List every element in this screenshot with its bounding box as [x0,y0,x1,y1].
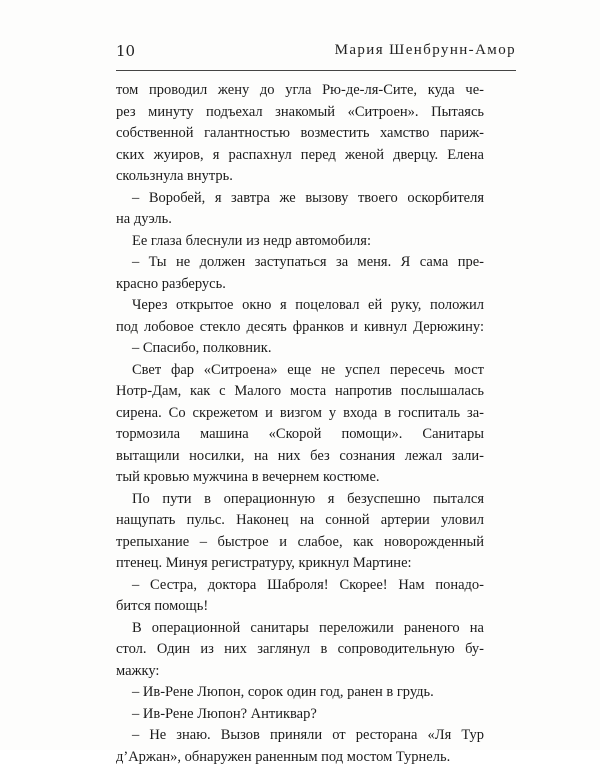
running-head-author: Мария Шенбрунн-Амор [335,42,516,59]
text-line: стол. Один из них заглянул в сопроводительную бу- [116,639,484,661]
text-line: – Спасибо, полковник. [116,338,484,360]
text-line: Нотр-Дам, как с Малого моста напротив послышалась [116,381,484,403]
text-line: В операционной санитары переложили раненого на [116,618,484,640]
text-line: – Ив-Рене Люпон? Антиквар? [116,704,484,726]
text-line: тый кровью мужчина в вечернем костюме. [116,467,484,489]
text-line: сирена. Со скрежетом и визгом у входа в госпиталь за- [116,403,484,425]
text-line: Свет фар «Ситроена» еще не успел пересечь мост [116,360,484,382]
text-line: ских жуиров, я распахнул перед женой дверцу. Елена [116,145,484,167]
text-line: собственной галантностью возместить хамство париж- [116,123,484,145]
text-line: под лобовое стекло десять франков и кивнул Дерюжину: [116,317,484,339]
text-line: мажку: [116,661,484,683]
text-line: – Ты не должен заступаться за меня. Я сама пре- [116,252,484,274]
text-line: – Воробей, я завтра же вызову твоего оскорбителя [116,188,484,210]
page-header [116,40,516,71]
text-line: скользнула внутрь. [116,166,484,188]
body-text [116,80,484,768]
text-line: тормозила машина «Скорой помощи». Санитары [116,424,484,446]
text-line: красно разберусь. [116,274,484,296]
page-number: 10 [116,42,135,60]
text-line: трепыхание – быстрое и слабое, как новорожденный [116,532,484,554]
text-line: – Не знаю. Вызов приняли от ресторана «Ля Тур [116,725,484,747]
text-line: Ее глаза блеснули из недр автомобиля: [116,231,484,253]
text-line: нащупать пульс. Наконец на сонной артерии уловил [116,510,484,532]
text-line: – Сестра, доктора Шаброля! Скорее! Нам понадо- [116,575,484,597]
text-line: Через открытое окно я поцеловал ей руку, положил [116,295,484,317]
text-line: д’Аржан», обнаружен раненным под мостом Турнель. [116,747,484,768]
text-line: бится помощь! [116,596,484,618]
text-line: вытащили носилки, на них без сознания лежал зали- [116,446,484,468]
text-line: рез минуту подъехал знакомый «Ситроен». Пытаясь [116,102,484,124]
text-line: на дуэль. [116,209,484,231]
text-line: птенец. Минуя регистратуру, крикнул Мартине: [116,553,484,575]
text-line: – Ив-Рене Люпон, сорок один год, ранен в грудь. [116,682,484,704]
text-line: По пути в операционную я безуспешно пытался [116,489,484,511]
text-line: том проводил жену до угла Рю-де-ля-Сите, куда че- [116,80,484,102]
